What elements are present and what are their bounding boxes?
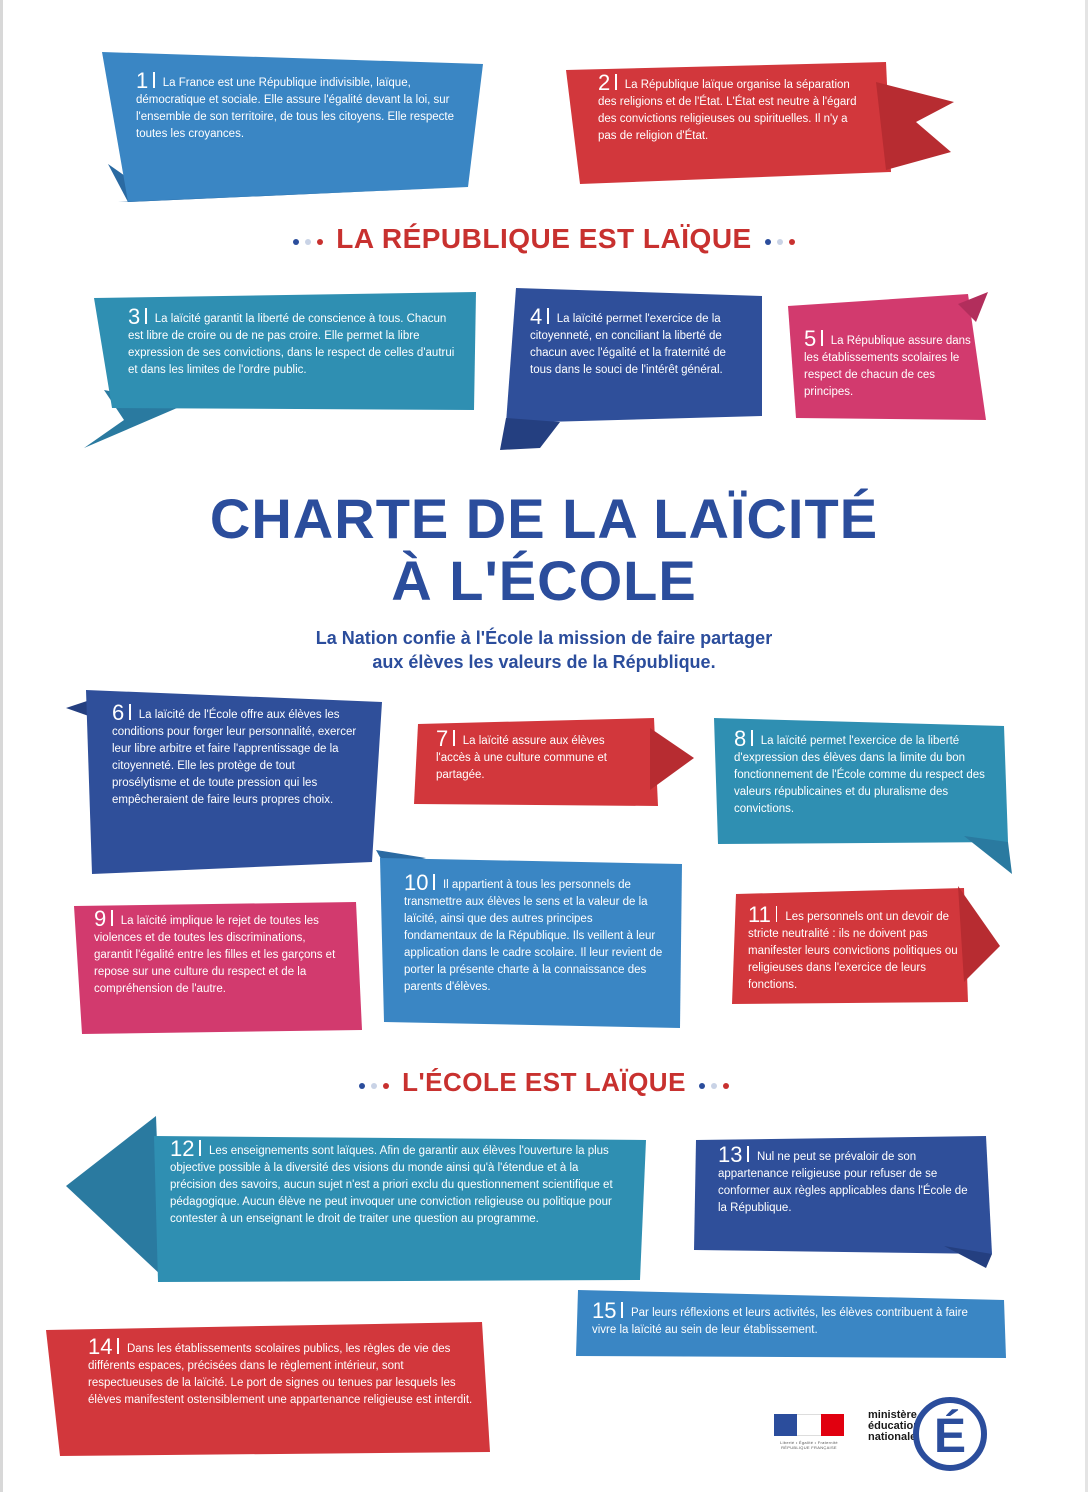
article-text: Nul ne peut se prévaloir de son appartenance religieuse pour refuser de se conformer aux règles applicables dans l'École de la République. (718, 1151, 968, 1214)
article-text: La République laïque organise la séparation des religions et de l'État. L'État est neutre à l'égard des convictions religieuses ou spirituelles. Il n'y a pas de religion d'État. (598, 79, 857, 142)
article-text: Il appartient à tous les personnels de transmettre aux élèves le sens et la valeur de la laïcité, ainsi que des autres principes fondamentaux de la République. Ils veillent à leur application dans le cadre scolaire. Il leur revient de porter la présente charte à la connaissance des parents d'élèves. (404, 879, 663, 993)
article-10 (376, 850, 688, 1032)
title-line-2: À L'ÉCOLE (391, 549, 697, 612)
article-text: La laïcité assure aux élèves l'accès à une culture commune et partagée. (436, 735, 607, 781)
heading-republique (0, 222, 1088, 258)
article-text: La laïcité implique le rejet de toutes les violences et de toutes les discriminations, garantit l'égalité entre les filles et les garçons et repose sur une culture du respect et de la compréhension de l'autre. (94, 915, 336, 995)
french-flag-icon (774, 1414, 844, 1436)
article-text: La laïcité permet l'exercice de la liberté d'expression des élèves dans la limite du bon fonctionnement de l'École comme du respect des valeurs républicaines et du pluralisme des convictions. (734, 735, 985, 815)
dots-decoration (356, 1068, 392, 1100)
article-text: Les enseignements sont laïques. Afin de garantir aux élèves l'ouverture la plus objective possible à la diversité des visions du monde ainsi qu'à l'étendue et à la précision des savoirs, aucun sujet n'est a priori exclu du questionnement scientifique et pédagogique. Aucun élève ne peut invoquer une conviction religieuse ou politique pour contester à un enseignant le droit de traiter une question au programme. (170, 1145, 613, 1225)
heading-text: L'ÉCOLE EST LAÏQUE (402, 1067, 686, 1097)
article-text: La laïcité de l'École offre aux élèves les conditions pour forger leur personnalité, exercer leur libre arbitre et faire l'apprentissage de la citoyenneté. Elle les protège de tout prosélytisme et de toute pression qui les empêcheraient de faire leurs propres choix. (112, 709, 357, 806)
article-number: 2 (598, 70, 611, 95)
article-1 (88, 52, 488, 212)
article-text: Par leurs réflexions et leurs activités, les élèves contribuent à faire vivre la laïcité au sein de leur établissement. (592, 1307, 968, 1336)
article-7 (414, 718, 696, 818)
heading-ecole (0, 1066, 1088, 1100)
article-text: La laïcité garantit la liberté de conscience à tous. Chacun est libre de croire ou de ne pas croire. Elle permet la libre expression de ses convictions, dans le respect de celles d'autrui et dans les limites de l'ordre public. (128, 313, 455, 376)
ministry-name: ministère éducation nationale (868, 1409, 920, 1443)
article-13 (694, 1136, 994, 1268)
heading-text: LA RÉPUBLIQUE EST LAÏQUE (336, 223, 752, 254)
article-number: 9 (94, 906, 107, 931)
article-number: 5 (804, 326, 817, 351)
page-subtitle (0, 626, 1088, 674)
marianne-logo (774, 1414, 844, 1458)
title-line-1: CHARTE DE LA LAÏCITÉ (209, 487, 879, 550)
article-4 (500, 288, 770, 453)
article-number: 10 (404, 870, 429, 895)
article-number: 6 (112, 700, 125, 725)
article-3 (84, 290, 484, 450)
education-e-logo-icon (910, 1392, 990, 1472)
article-5 (788, 292, 993, 422)
article-number: 13 (718, 1142, 743, 1167)
subtitle-line-1: La Nation confie à l'École la mission de faire partager (315, 628, 773, 648)
article-text: La France est une République indivisible, laïque, démocratique et sociale. Elle assure l'égalité devant la loi, sur l'ensemble de son territoire, de tous les citoyens. Elle respecte toutes les croyances. (136, 77, 454, 140)
article-8 (714, 716, 1014, 876)
article-9 (74, 900, 364, 1040)
article-number: 14 (88, 1334, 113, 1359)
article-text: Dans les établissements scolaires publics, les règles de vie des différents espaces, précisées dans le règlement intérieur, sont respectueuses de la laïcité. Le port de signes ou tenues par lesquels les élèves manifestent ostensiblement une appartenance religieuse est interdit. (88, 1343, 473, 1406)
logos (770, 1370, 1010, 1470)
subtitle-line-2: aux élèves les valeurs de la République. (372, 652, 716, 672)
article-number: 15 (592, 1298, 617, 1323)
e-logo-letter: É (933, 1410, 967, 1463)
article-6 (66, 690, 386, 880)
dots-decoration (290, 224, 326, 258)
article-text: La laïcité permet l'exercice de la citoyenneté, en conciliant la liberté de chacun avec l'égalité et la fraternité de tous dans le souci de l'intérêt général. (530, 313, 726, 376)
page-title (0, 488, 1088, 612)
article-text: La République assure dans les établissements scolaires le respect de chacun de ces principes. (804, 335, 971, 398)
article-number: 3 (128, 304, 141, 329)
article-number: 7 (436, 726, 449, 751)
article-number: 1 (136, 68, 149, 93)
dots-decoration (762, 224, 798, 258)
article-number: 11 (748, 902, 771, 927)
article-14 (46, 1322, 492, 1458)
article-15 (574, 1290, 1010, 1366)
article-number: 4 (530, 304, 543, 329)
marianne-caption: Liberté • Égalité • Fraternité RÉPUBLIQUE FRANÇAISE (780, 1440, 838, 1450)
dots-decoration (696, 1068, 732, 1100)
article-number: 8 (734, 726, 747, 751)
article-2 (566, 62, 956, 192)
article-number: 12 (170, 1136, 195, 1161)
article-text: Les personnels ont un devoir de stricte neutralité : ils ne doivent pas manifester leurs convictions politiques ou religieuses dans l'exercice de leurs fonctions. (748, 911, 958, 991)
article-11 (732, 886, 1002, 1014)
article-12 (66, 1116, 652, 1288)
